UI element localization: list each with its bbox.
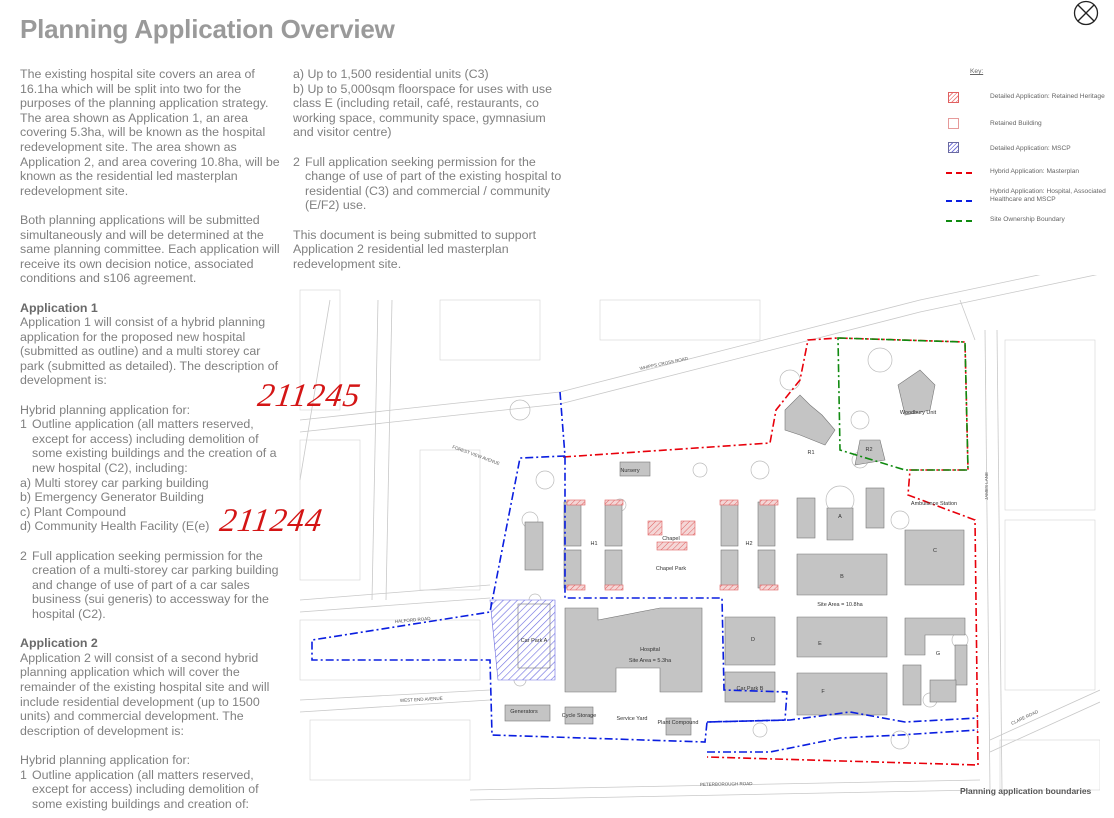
label-f: F — [821, 689, 825, 695]
label-plant-compound: Plant Compound — [657, 720, 699, 726]
subitem: b) Emergency Generator Building — [20, 490, 204, 505]
item-number: 1 — [20, 417, 27, 432]
reference-stamp: 211244 — [217, 503, 326, 539]
label-chapel: Chapel — [662, 536, 680, 542]
label-site-area-1: Site Area = 5.3ha — [628, 658, 672, 664]
label-h2: H2 — [745, 541, 753, 547]
application-1-heading: Application 1 — [20, 300, 98, 315]
submission-paragraph: Both planning applications will be submitted simultaneously and will be determined at the same planning committee. Each application will receive its own decision notice, associated conditions and s106 agreement. — [20, 212, 280, 286]
road-clare: CLARE ROAD — [1010, 709, 1039, 726]
intro-paragraph: The existing hospital site covers an area of 16.1ha which will be split into two for the purposes of the planning application strategy. The area shown as Application 1, an area covering 5.3ha, will be known as the hospital redevelopment site. The area shown as Application 2, and area covering 10.8ha, will be known as the residential led masterplan redevelopment site. — [20, 67, 280, 198]
label-car-park-a: Car Park A — [520, 638, 548, 644]
label-h1: H1 — [590, 541, 598, 547]
item-number: 2 — [293, 154, 300, 169]
label-cycle-storage: Cycle Storage — [561, 713, 597, 719]
application-1-item-2: Full application seeking permission for the creation of a multi-storey car parking building and change of use of part of a car sales business (sui generis) to accessway for the hospital (C2). — [32, 548, 279, 621]
application-1-item-1: Outline application (all matters reserved, except for access) including demolition of some existing buildings and the creation of a new hospital (C2), including: — [32, 417, 277, 476]
label-g: G — [935, 651, 941, 657]
subitem: d) Community Health Facility (E(e) — [20, 519, 210, 534]
label-r1: R1 — [807, 450, 815, 456]
item-number: 1 — [20, 767, 27, 782]
background-houses — [300, 290, 1100, 790]
hospital-boundary — [312, 392, 787, 742]
subitem: c) Plant Compound — [20, 504, 127, 519]
hospital-boundary-south — [707, 730, 978, 752]
subitem: b) Up to 5,000sqm floorspace for uses with use class E (including retail, café, restaurants, co working space, community space, gymnasium and visitor centre) — [293, 81, 552, 140]
dash-line-icon — [946, 200, 972, 202]
label-nursery: Nursery — [620, 468, 640, 474]
map-caption: Planning application boundaries — [960, 786, 1092, 796]
text-column-right — [293, 67, 563, 286]
hatch-swatch-icon — [948, 92, 959, 103]
label-a: A — [838, 514, 842, 520]
label-car-park-b: Car Park B — [736, 686, 764, 692]
road-halford: HALFORD ROAD — [394, 615, 431, 624]
site-plan-map — [298, 275, 1100, 805]
dash-line-icon — [946, 172, 972, 174]
closing-paragraph: This document is being submitted to support Application 2 residential led masterplan redevelopment site. — [293, 227, 537, 271]
label-hospital: Hospital — [640, 647, 660, 653]
application-2-heading: Application 2 — [20, 636, 98, 651]
item-number: 2 — [20, 548, 27, 563]
label-r2: R2 — [865, 447, 873, 453]
label-service-yard: Service Yard — [616, 716, 648, 722]
square-swatch-icon — [948, 118, 959, 129]
key-title: Key: — [970, 68, 984, 75]
circle-x-icon[interactable] — [1073, 0, 1099, 26]
road-forest-view: FOREST VIEW AVENUE — [451, 444, 501, 467]
road-west-end: WEST END AVENUE — [399, 695, 443, 703]
application-1-text: Application 1 will consist of a hybrid planning application for the proposed new hospital (submitted as outline) and a multi storey car park (submitted as detailed). The description of development is: — [20, 315, 279, 388]
subitem: a) Multi storey car parking building — [20, 475, 209, 490]
buildings — [505, 370, 967, 735]
application-1-hybrid: Hybrid planning application for: — [20, 402, 191, 417]
road-whipps-cross: WHIPPS CROSS ROAD — [639, 355, 689, 371]
label-generators: Generators — [510, 709, 538, 715]
page-title: Planning Application Overview — [20, 14, 395, 44]
label-b: B — [840, 574, 844, 580]
subitem: a) Up to 1,500 residential units (C3) — [293, 67, 489, 81]
reference-stamp: 211245 — [255, 378, 364, 414]
car-park-a — [518, 604, 550, 668]
application-2-text: Application 2 will consist of a second hybrid planning application which will cover the remainder of the existing hospital site and will include residential development (up to 1500 units) and commercial development. The description of development is: — [20, 650, 270, 738]
application-2-item-2: Full application seeking permission for the change of use of part of the existing hospital to residential (C3) and commercial / community (E/F2) use. — [305, 154, 562, 213]
text-column-left — [20, 67, 282, 811]
label-e: E — [818, 641, 822, 647]
label-chapel-park: Chapel Park — [655, 566, 687, 572]
label-ambulance-station: Ambulance Station — [910, 501, 958, 507]
label-site-area-2: Site Area = 10.8ha — [817, 602, 863, 608]
hatch-swatch-icon — [948, 142, 959, 153]
label-d: D — [751, 637, 755, 643]
application-2-item-1: Outline application (all matters reserved, except for access) including demolition of some existing buildings and creation of: — [32, 767, 259, 811]
application-2-subitems — [293, 67, 563, 140]
label-woodbury-unit: Woodbury Unit — [899, 410, 937, 416]
road-james-lane: JAMES LANE — [984, 471, 989, 500]
road-peterborough: PETERBOROUGH ROAD — [699, 781, 753, 787]
dash-line-icon — [946, 220, 972, 222]
label-c: C — [933, 548, 937, 554]
application-2-hybrid: Hybrid planning application for: — [20, 752, 191, 767]
